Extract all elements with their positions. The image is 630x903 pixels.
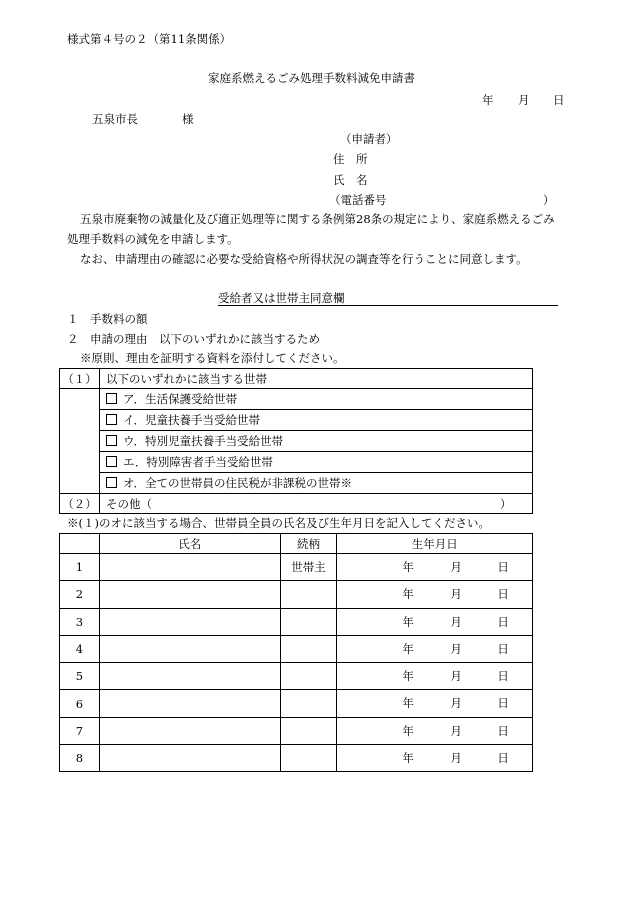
body-line-1: 五泉市廃棄物の減量化及び適正処理等に関する条例第28条の規定により、家庭系燃えるごみ <box>80 212 555 226</box>
member-relation-field[interactable] <box>280 635 337 662</box>
member-name-field[interactable] <box>99 663 280 690</box>
option-i[interactable] <box>100 410 532 431</box>
consent-heading: 受給者又は世帯主同意欄 <box>218 291 345 305</box>
header-relation: 続柄 <box>280 534 337 554</box>
reason-1-label: 以下のいずれかに該当する世帯 <box>99 369 532 389</box>
member-row <box>60 690 533 717</box>
member-name-field[interactable] <box>99 581 280 608</box>
birth-month-label: 月 <box>450 723 462 738</box>
birth-day-label: 日 <box>497 751 509 766</box>
member-birth-field[interactable] <box>337 663 533 690</box>
member-name-field[interactable] <box>99 690 280 717</box>
member-relation-field[interactable]: 世帯主 <box>280 554 337 581</box>
consent-underline <box>218 305 558 306</box>
checkbox-u[interactable] <box>106 435 117 446</box>
members-note: ※(１)のオに該当する場合、世帯員全員の氏名及び生年月日を記入してください。 <box>67 516 490 530</box>
header-name: 氏名 <box>99 534 280 554</box>
members-table <box>59 533 533 772</box>
option-a[interactable] <box>100 389 532 410</box>
member-birth-field[interactable] <box>337 581 533 608</box>
applicant-address-label: 住 所 <box>333 152 368 166</box>
birth-year-label: 年 <box>402 751 414 766</box>
member-rows <box>60 554 533 772</box>
form-title: 家庭系燃えるごみ処理手数料減免申請書 <box>208 71 415 85</box>
item-2: ２ 申請の理由 以下のいずれかに該当するため <box>67 332 320 346</box>
birth-year-label: 年 <box>402 669 414 684</box>
header-number <box>60 534 100 554</box>
member-number: 5 <box>60 663 100 690</box>
member-birth-field[interactable] <box>337 554 533 581</box>
member-relation-field[interactable] <box>280 663 337 690</box>
option-o[interactable] <box>100 473 532 493</box>
body-line-2: 処理手数料の減免を申請します。 <box>67 232 239 246</box>
reason-table <box>59 368 533 514</box>
member-row <box>60 581 533 608</box>
member-number: 7 <box>60 717 100 744</box>
option-e[interactable] <box>100 452 532 473</box>
birth-month-label: 月 <box>450 587 462 602</box>
member-birth-field[interactable] <box>337 690 533 717</box>
reason-options-cell <box>99 389 532 494</box>
applicant-phone-close: ） <box>543 193 555 207</box>
member-row <box>60 608 533 635</box>
birth-day-label: 日 <box>497 723 509 738</box>
member-name-field[interactable] <box>99 608 280 635</box>
checkbox-a[interactable] <box>106 393 117 404</box>
member-number: 1 <box>60 554 100 581</box>
member-number: 2 <box>60 581 100 608</box>
checkbox-e[interactable] <box>106 456 117 467</box>
birth-month-label: 月 <box>450 751 462 766</box>
member-birth-field[interactable] <box>337 608 533 635</box>
member-row <box>60 635 533 662</box>
member-birth-field[interactable] <box>337 717 533 744</box>
member-relation-field[interactable] <box>280 717 337 744</box>
checkbox-i[interactable] <box>106 414 117 425</box>
birth-year-label: 年 <box>402 696 414 711</box>
date-year-label: 年 <box>482 93 494 107</box>
applicant-phone-label: （電話番号 <box>329 193 387 207</box>
birth-year-label: 年 <box>402 614 414 629</box>
applicant-label: （申請者） <box>340 132 398 146</box>
member-number: 8 <box>60 745 100 772</box>
reason-2-close: ） <box>499 497 512 511</box>
member-row <box>60 554 533 581</box>
birth-day-label: 日 <box>497 560 509 574</box>
member-name-field[interactable] <box>99 717 280 744</box>
member-row <box>60 717 533 744</box>
member-row <box>60 663 533 690</box>
birth-month-label: 月 <box>450 560 462 574</box>
birth-year-label: 年 <box>402 723 414 738</box>
birth-month-label: 月 <box>450 641 462 656</box>
option-u-label: ウ．特別児童扶養手当受給世帯 <box>122 434 284 448</box>
member-name-field[interactable] <box>99 745 280 772</box>
date-day-label: 日 <box>553 93 565 107</box>
member-number: 3 <box>60 608 100 635</box>
birth-year-label: 年 <box>402 641 414 656</box>
option-a-label: ア．生活保護受給世帯 <box>122 392 238 406</box>
reason-2-label: その他（ <box>105 496 152 511</box>
applicant-name-label: 氏 名 <box>333 173 368 187</box>
date-month-label: 月 <box>518 93 530 107</box>
member-birth-field[interactable] <box>337 635 533 662</box>
option-i-label: イ．児童扶養手当受給世帯 <box>122 413 260 427</box>
form-number: 様式第４号の２（第11条関係） <box>67 32 232 46</box>
option-e-label: エ．特別障害者手当受給世帯 <box>122 455 273 469</box>
member-relation-field[interactable] <box>280 581 337 608</box>
reason-2-cell[interactable] <box>99 494 532 514</box>
birth-day-label: 日 <box>497 587 509 602</box>
addressee-name: 五泉市長 <box>92 112 138 126</box>
item-1: １ 手数料の額 <box>67 312 148 326</box>
birth-day-label: 日 <box>497 641 509 656</box>
reason-2-number: （２） <box>60 494 100 514</box>
reason-1-number: （１） <box>60 369 100 389</box>
checkbox-o[interactable] <box>106 477 117 488</box>
header-birth: 生年月日 <box>337 534 533 554</box>
birth-day-label: 日 <box>497 669 509 684</box>
member-number: 4 <box>60 635 100 662</box>
birth-day-label: 日 <box>497 696 509 711</box>
body-line-3: なお、申請理由の確認に必要な受給資格や所得状況の調査等を行うことに同意します。 <box>80 252 528 266</box>
birth-month-label: 月 <box>450 669 462 684</box>
member-birth-field[interactable] <box>337 745 533 772</box>
member-name-field[interactable] <box>99 635 280 662</box>
birth-day-label: 日 <box>497 614 509 629</box>
birth-month-label: 月 <box>450 614 462 629</box>
birth-year-label: 年 <box>402 560 414 574</box>
birth-year-label: 年 <box>402 587 414 602</box>
birth-month-label: 月 <box>450 696 462 711</box>
option-o-label: オ．全ての世帯員の住民税が非課税の世帯※ <box>122 476 352 490</box>
member-row <box>60 745 533 772</box>
attachment-note: ※原則、理由を証明する資料を添付してください。 <box>80 351 345 365</box>
member-number: 6 <box>60 690 100 717</box>
member-relation-field[interactable] <box>280 690 337 717</box>
members-header-row <box>60 534 533 554</box>
member-relation-field[interactable] <box>280 608 337 635</box>
member-name-field[interactable] <box>99 554 280 581</box>
addressee-honorific: 様 <box>182 112 194 126</box>
option-u[interactable] <box>100 431 532 452</box>
member-relation-field[interactable] <box>280 745 337 772</box>
reason-1-spacer <box>60 389 100 494</box>
